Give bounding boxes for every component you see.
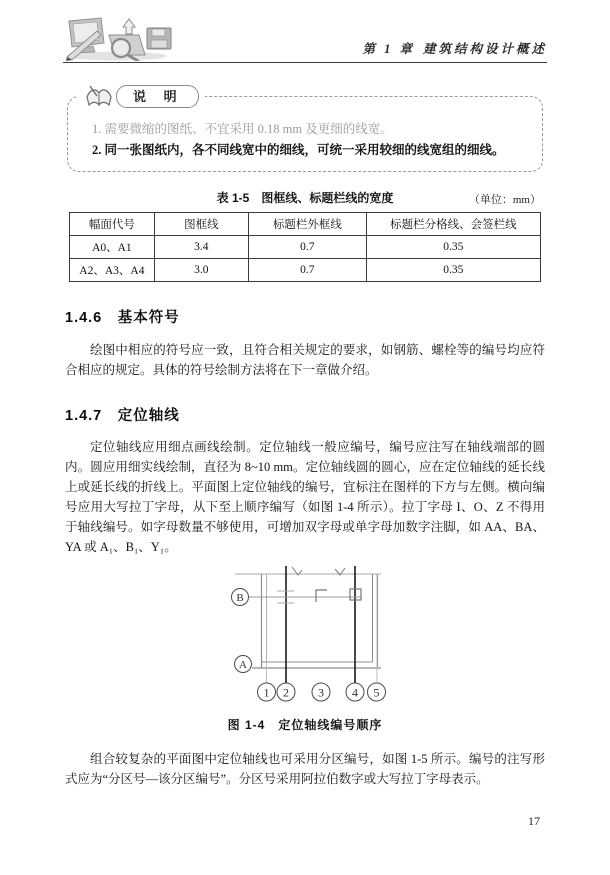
note-item-2: 2. 同一张图纸内，各不同线宽中的细线，可统一采用较细的线宽组的细线。 [92, 143, 505, 157]
axis-label-B: B [236, 592, 244, 604]
axis-label-1: 1 [263, 685, 270, 700]
axis-numbering-plan-diagram [207, 561, 403, 707]
chapter-number: 第 1 章 [362, 42, 415, 56]
figure-caption: 图 1-4 定位轴线编号顺序 [227, 718, 383, 732]
line-width-table [69, 212, 541, 282]
section-heading-147: 1.4.7 定位轴线 [65, 408, 180, 424]
axis-label-2: 2 [283, 685, 289, 700]
table-header-row [70, 213, 541, 236]
drafting-tools-logo-icon [63, 15, 181, 61]
table-cell: 3.4 [154, 236, 248, 259]
note-box [67, 88, 543, 172]
page-header [63, 0, 547, 63]
table-row [70, 236, 541, 259]
table-cell: 3.0 [154, 259, 248, 282]
column-header: 幅面代号 [70, 213, 155, 236]
section-paragraph: 绘图中相应的符号应一致，且符合相关规定的要求，如钢筋、螺栓等的编号均应符合相应的规定。具体的符号绘制方法将在下一章做介绍。 [65, 343, 545, 377]
axis-label-4: 4 [352, 685, 358, 700]
chapter-name: 建筑结构设计概述 [422, 42, 547, 56]
section-paragraph: 定位轴线应用细点画线绘制。定位轴线一般应编号，编号应注写在轴线端部的圆内。圆应用细实线绘制，直径为 8~10 mm。定位轴线圆的圆心，应在定位轴线的延长线上或延长线的折线上。平面图上定位轴线的编号，宜标注在图样的下方与左侧。横向编号应用大写拉丁字母，从下至上顺序编写（如图 1-4 所示）。拉丁字母 I、O、Z 不得用于轴线编号。如字母数量不够使用，可增加双字母或单字母加数字注脚，如 AA、BA、YA 或 A₁、B₁、Y₁。 [65, 440, 545, 554]
table-row [70, 259, 541, 282]
figure-1-4 [65, 561, 545, 733]
header-logo [63, 15, 181, 66]
axis-label-3: 3 [318, 685, 324, 700]
chapter-title [362, 39, 547, 62]
note-label [78, 83, 205, 109]
table-cell: 0.7 [248, 236, 366, 259]
wall-corner-mark [316, 590, 327, 602]
page-number: 17 [528, 814, 540, 828]
notebook-icon [84, 83, 114, 109]
table-cell: A0、A1 [70, 236, 155, 259]
table-cell: 0.7 [248, 259, 366, 282]
table-cell: 0.35 [366, 259, 540, 282]
axis-label-A: A [239, 659, 247, 671]
closing-paragraph: 组合较复杂的平面图中定位轴线也可采用分区编号，如图 1-5 所示。编号的注写形式应为“分区号—该分区编号”。分区号采用阿拉伯数字或大写拉丁字母表示。 [65, 752, 545, 786]
axis-label-5: 5 [373, 685, 380, 700]
table-cell: A2、A3、A4 [70, 259, 155, 282]
column-header: 图框线 [154, 213, 248, 236]
column-header: 标题栏分格线、会签栏线 [366, 213, 540, 236]
section-heading-146: 1.4.6 基本符号 [65, 310, 180, 326]
table-unit-label: （单位：mm） [468, 194, 541, 206]
note-label-text: 说 明 [116, 85, 199, 108]
table-caption-row [65, 189, 545, 207]
table-caption: 表 1-5 图框线、标题栏线的宽度 [216, 191, 394, 205]
note-item-1: 1. 需要微缩的图纸、不宜采用 0.18 mm 及更细的线宽。 [92, 122, 393, 136]
table-cell: 0.35 [366, 236, 540, 259]
column-header: 标题栏外框线 [248, 213, 366, 236]
